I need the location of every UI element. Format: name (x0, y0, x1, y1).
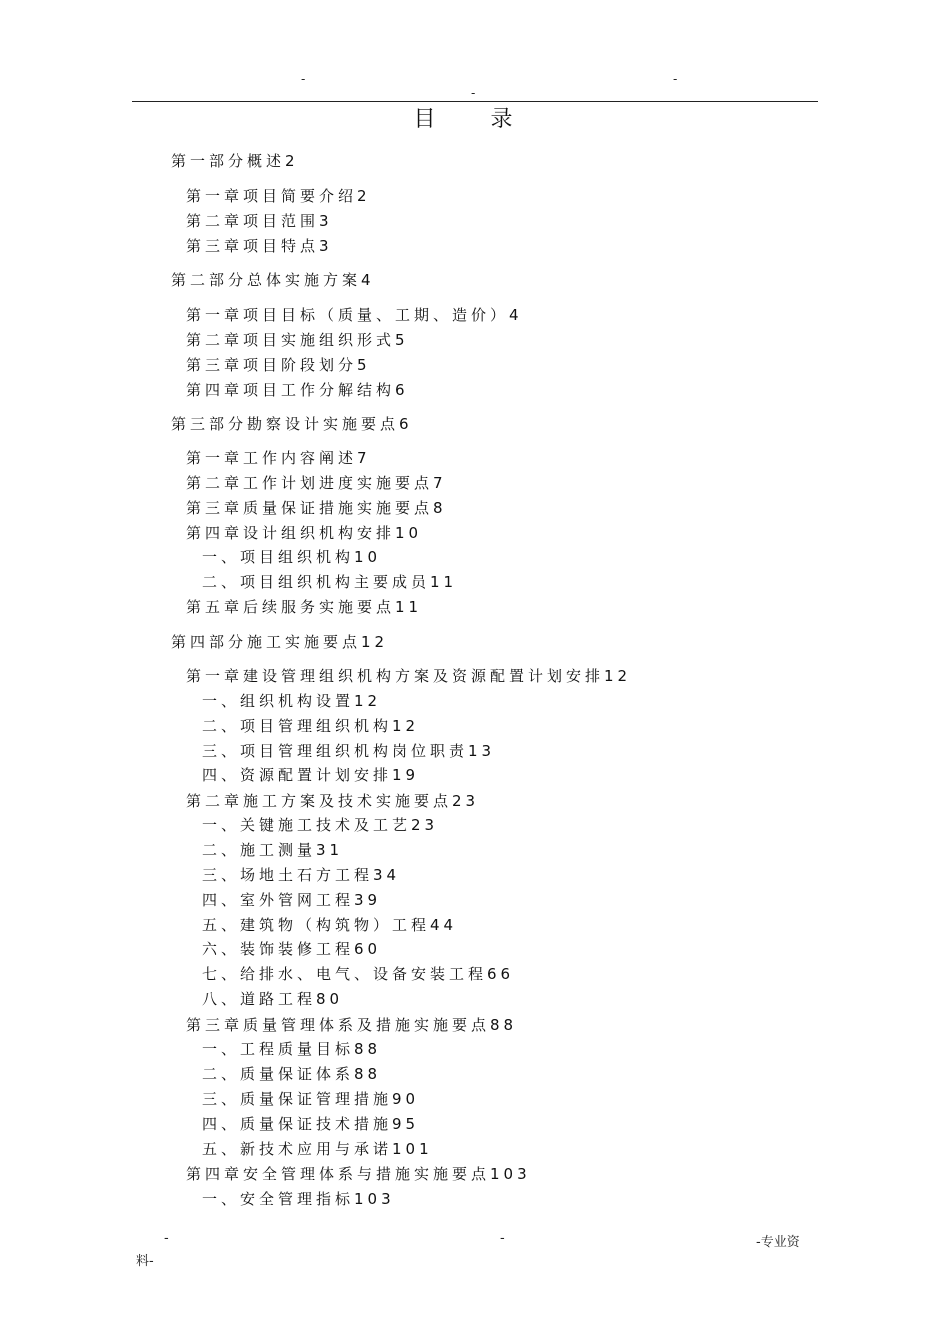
footer-center-mark: - (500, 1231, 505, 1246)
toc-chapter-entry[interactable]: 第一章项目目标（质量、工期、造价）4 (186, 306, 523, 324)
footer-left-mark: - (164, 1231, 169, 1246)
footer-right-text: -专业资 (756, 1235, 800, 1250)
toc-chapter-entry[interactable]: 第四章项目工作分解结构6 (186, 381, 409, 399)
toc-chapter-entry[interactable]: 第二章工作计划进度实施要点7 (186, 474, 447, 492)
toc-section-entry[interactable]: 四、资源配置计划安排19 (202, 766, 420, 784)
toc-section-entry[interactable]: 一、关键施工技术及工艺23 (202, 816, 439, 834)
toc-section-entry[interactable]: 二、项目组织机构主要成员11 (202, 573, 458, 591)
header-left-mark: - (301, 72, 306, 86)
toc-section-entry[interactable]: 一、安全管理指标103 (202, 1190, 395, 1208)
header-center-mark: - (471, 86, 476, 100)
toc-chapter-entry[interactable]: 第一章工作内容阐述7 (186, 449, 371, 467)
toc-section-entry[interactable]: 一、工程质量目标88 (202, 1040, 382, 1058)
toc-section-entry[interactable]: 八、道路工程80 (202, 990, 344, 1008)
toc-chapter-entry[interactable]: 第一章项目简要介绍2 (186, 187, 371, 205)
toc-section-entry[interactable]: 三、质量保证管理措施90 (202, 1090, 420, 1108)
toc-chapter-entry[interactable]: 第三章项目特点3 (186, 237, 333, 255)
page-title: 目 录 (413, 107, 537, 132)
toc-section-entry[interactable]: 三、项目管理组织机构岗位职责13 (202, 742, 496, 760)
toc-part-entry[interactable]: 第四部分施工实施要点12 (171, 633, 389, 651)
toc-part-entry[interactable]: 第二部分总体实施方案4 (171, 271, 375, 289)
toc-section-entry[interactable]: 二、施工测量31 (202, 841, 344, 859)
toc-section-entry[interactable]: 四、质量保证技术措施95 (202, 1115, 420, 1133)
toc-section-entry[interactable]: 一、组织机构设置12 (202, 692, 382, 710)
toc-chapter-entry[interactable]: 第二章项目范围3 (186, 212, 333, 230)
toc-chapter-entry[interactable]: 第三章质量管理体系及措施实施要点88 (186, 1016, 518, 1034)
toc-section-entry[interactable]: 五、新技术应用与承诺101 (202, 1140, 433, 1158)
footer-continued-text: 料- (136, 1254, 154, 1269)
toc-chapter-entry[interactable]: 第二章项目实施组织形式5 (186, 331, 409, 349)
toc-section-entry[interactable]: 三、场地土石方工程34 (202, 866, 401, 884)
toc-section-entry[interactable]: 二、项目管理组织机构12 (202, 717, 420, 735)
toc-chapter-entry[interactable]: 第二章施工方案及技术实施要点23 (186, 792, 480, 810)
header-right-mark: - (673, 72, 678, 86)
toc-chapter-entry[interactable]: 第四章设计组织机构安排10 (186, 524, 423, 542)
toc-section-entry[interactable]: 四、室外管网工程39 (202, 891, 382, 909)
toc-section-entry[interactable]: 二、质量保证体系88 (202, 1065, 382, 1083)
toc-chapter-entry[interactable]: 第三章质量保证措施实施要点8 (186, 499, 447, 517)
toc-section-entry[interactable]: 七、给排水、电气、设备安装工程66 (202, 965, 515, 983)
toc-chapter-entry[interactable]: 第三章项目阶段划分5 (186, 356, 371, 374)
toc-part-entry[interactable]: 第一部分概述2 (171, 152, 299, 170)
toc-chapter-entry[interactable]: 第四章安全管理体系与措施实施要点103 (186, 1165, 531, 1183)
toc-part-entry[interactable]: 第三部分勘察设计实施要点6 (171, 415, 413, 433)
toc-chapter-entry[interactable]: 第五章后续服务实施要点11 (186, 598, 423, 616)
toc-section-entry[interactable]: 六、装饰装修工程60 (202, 940, 382, 958)
toc-section-entry[interactable]: 五、建筑物（构筑物）工程44 (202, 916, 458, 934)
toc-section-entry[interactable]: 一、项目组织机构10 (202, 548, 382, 566)
toc-chapter-entry[interactable]: 第一章建设管理组织机构方案及资源配置计划安排12 (186, 667, 632, 685)
